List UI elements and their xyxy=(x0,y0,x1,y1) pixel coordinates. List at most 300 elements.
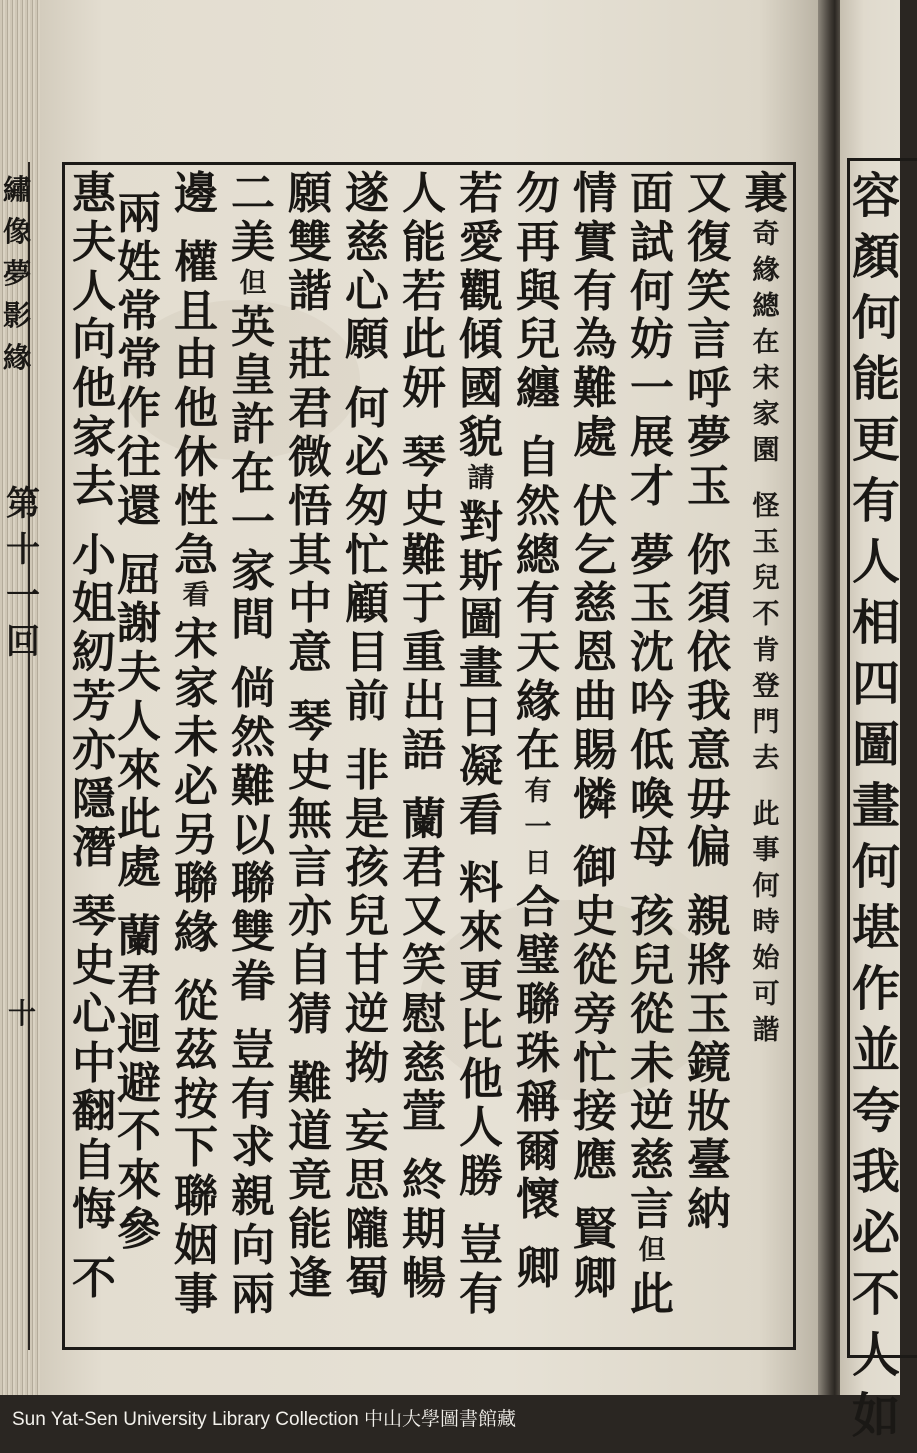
verse-glyph: 璧 xyxy=(516,930,560,982)
glyph: 畫 xyxy=(852,778,901,834)
verse-glyph: 求 xyxy=(231,1122,275,1174)
verse-glyph: 眷 xyxy=(231,955,275,1007)
glyph: 人 xyxy=(852,534,901,590)
verse-glyph: 此 xyxy=(402,314,446,366)
verse-glyph: 悔 xyxy=(72,1183,116,1235)
verse-glyph: 吟 xyxy=(630,675,674,727)
verse-glyph: 妨 xyxy=(630,314,674,366)
library-credit-caption: Sun Yat-Sen University Library Collection 中山大學圖書館藏 xyxy=(12,1409,517,1430)
verse-glyph: 傾 xyxy=(459,314,503,366)
verse-glyph: 來 xyxy=(459,907,503,959)
verse-glyph: 乞 xyxy=(573,529,617,581)
annotation-glyph: 緣 xyxy=(752,254,780,286)
verse-glyph: 還 xyxy=(117,480,161,532)
verse-glyph: 在 xyxy=(231,447,275,499)
verse-glyph: 鏡 xyxy=(687,1037,731,1089)
verse-glyph: 總 xyxy=(516,529,560,581)
verse-glyph: 聯 xyxy=(516,979,560,1031)
verse-glyph: 若 xyxy=(459,168,503,219)
verse-glyph: 常 xyxy=(117,285,161,337)
verse-glyph: 屈 xyxy=(117,549,161,601)
verse-glyph: 蘭 xyxy=(402,793,446,845)
next-page-column xyxy=(852,168,901,1453)
verse-glyph: 微 xyxy=(288,431,332,483)
verse-glyph: 兩 xyxy=(117,188,161,239)
verse-glyph: 家 xyxy=(72,411,116,463)
verse-glyph: 必 xyxy=(174,760,218,812)
glyph: 緣 xyxy=(3,341,32,374)
verse-glyph: 不 xyxy=(72,1252,116,1304)
verse-glyph: 姓 xyxy=(117,236,161,288)
verse-glyph: 猜 xyxy=(288,988,332,1040)
verse-glyph: 慈 xyxy=(402,1037,446,1089)
verse-glyph: 許 xyxy=(231,399,275,451)
verse-glyph: 裏 xyxy=(744,168,788,219)
verse-glyph: 孩 xyxy=(345,842,389,894)
verse-glyph: 再 xyxy=(516,216,560,268)
annotation-glyph: 兒 xyxy=(752,562,780,594)
annotation-glyph: 宋 xyxy=(752,362,780,394)
verse-glyph: 常 xyxy=(117,334,161,386)
verse-glyph: 納 xyxy=(687,1183,731,1235)
verse-glyph: 蘭 xyxy=(117,911,161,963)
verse-glyph: 愛 xyxy=(459,216,503,268)
verse-glyph: 不 xyxy=(117,1106,161,1158)
glyph: 人 xyxy=(852,1327,901,1383)
verse-glyph: 人 xyxy=(72,265,116,317)
verse-glyph: 笑 xyxy=(402,939,446,991)
verse-glyph: 處 xyxy=(573,411,617,463)
verse-glyph: 我 xyxy=(687,675,731,727)
verse-glyph: 惠 xyxy=(72,168,116,219)
verse-glyph: 有 xyxy=(231,1073,275,1125)
glyph: 相 xyxy=(852,595,901,651)
verse-glyph: 呼 xyxy=(687,363,731,415)
annotation-glyph: 但 xyxy=(239,267,267,299)
verse-glyph: 依 xyxy=(687,627,731,679)
verse-glyph: 伏 xyxy=(573,480,617,532)
verse-glyph: 言 xyxy=(630,1183,674,1235)
verse-glyph: 兒 xyxy=(630,939,674,991)
verse-glyph: 能 xyxy=(288,1203,332,1255)
verse-glyph: 低 xyxy=(630,724,674,776)
verse-glyph: 自 xyxy=(288,939,332,991)
annotation-glyph: 有 xyxy=(524,775,552,807)
verse-glyph: 隱 xyxy=(72,773,116,825)
verse-glyph: 母 xyxy=(630,822,674,874)
verse-glyph: 他 xyxy=(459,1053,503,1105)
verse-glyph: 雙 xyxy=(288,216,332,268)
verse-glyph: 潛 xyxy=(72,822,116,874)
verse-glyph: 凝 xyxy=(459,740,503,792)
verse-glyph: 出 xyxy=(402,675,446,727)
verse-glyph: 難 xyxy=(402,529,446,581)
verse-glyph: 臺 xyxy=(687,1135,731,1187)
verse-glyph: 聯 xyxy=(174,858,218,910)
annotation-glyph: 可 xyxy=(752,978,780,1010)
text-column-9 xyxy=(284,168,336,1344)
verse-glyph: 莊 xyxy=(288,334,332,386)
verse-glyph: 逆 xyxy=(345,988,389,1040)
verse-glyph: 夫 xyxy=(117,647,161,699)
annotation-glyph: 看 xyxy=(182,580,210,612)
verse-glyph: 兒 xyxy=(516,314,560,366)
verse-glyph: 暢 xyxy=(402,1252,446,1304)
text-column-11 xyxy=(170,168,222,1344)
annotation-glyph: 在 xyxy=(752,326,780,358)
verse-glyph: 此 xyxy=(630,1268,674,1320)
verse-glyph: 偏 xyxy=(687,822,731,874)
verse-glyph: 以 xyxy=(231,809,275,861)
glyph: 有 xyxy=(852,473,901,529)
verse-glyph: 豈 xyxy=(231,1024,275,1076)
verse-glyph: 實 xyxy=(573,216,617,268)
annotation-glyph: 奇 xyxy=(752,218,780,250)
text-column-8 xyxy=(341,168,393,1344)
verse-glyph: 忙 xyxy=(573,1037,617,1089)
verse-glyph: 目 xyxy=(345,627,389,679)
verse-glyph: 悟 xyxy=(288,480,332,532)
verse-glyph: 來 xyxy=(117,744,161,796)
verse-glyph: 君 xyxy=(402,842,446,894)
verse-glyph: 憐 xyxy=(573,773,617,825)
verse-glyph: 遂 xyxy=(345,168,389,219)
verse-glyph: 且 xyxy=(174,285,218,337)
text-column-1 xyxy=(740,168,792,1344)
text-column-4 xyxy=(569,168,621,1344)
verse-glyph: 與 xyxy=(516,265,560,317)
folio-page-number xyxy=(8,997,37,1030)
verse-glyph: 史 xyxy=(72,939,116,991)
glyph: 如 xyxy=(852,1388,901,1444)
verse-glyph: 君 xyxy=(117,959,161,1011)
verse-glyph: 琴 xyxy=(402,431,446,483)
verse-glyph: 琴 xyxy=(72,891,116,943)
verse-glyph: 其 xyxy=(288,529,332,581)
verse-glyph: 面 xyxy=(630,168,674,219)
verse-glyph: 中 xyxy=(288,578,332,630)
glyph: 像 xyxy=(3,215,32,248)
verse-glyph: 自 xyxy=(516,431,560,483)
text-column-5 xyxy=(512,168,564,1344)
verse-glyph: 為 xyxy=(573,314,617,366)
verse-glyph: 料 xyxy=(459,858,503,910)
verse-glyph: 間 xyxy=(231,594,275,646)
verse-glyph: 願 xyxy=(345,314,389,366)
verse-glyph: 難 xyxy=(573,363,617,415)
verse-glyph: 從 xyxy=(573,939,617,991)
verse-glyph: 慈 xyxy=(573,578,617,630)
verse-glyph: 國 xyxy=(459,363,503,415)
verse-glyph: 曲 xyxy=(573,675,617,727)
verse-glyph: 有 xyxy=(573,265,617,317)
verse-glyph: 須 xyxy=(687,578,731,630)
verse-glyph: 拗 xyxy=(345,1037,389,1089)
verse-glyph: 聯 xyxy=(174,1171,218,1223)
annotation-glyph: 去 xyxy=(752,742,780,774)
verse-glyph: 你 xyxy=(687,529,731,581)
verse-glyph: 對 xyxy=(459,496,503,548)
verse-glyph: 爾 xyxy=(516,1125,560,1177)
verse-glyph: 何 xyxy=(345,383,389,435)
verse-glyph: 沈 xyxy=(630,627,674,679)
verse-glyph: 亦 xyxy=(72,724,116,776)
glyph: 能 xyxy=(852,351,901,407)
verse-glyph: 一 xyxy=(630,363,674,415)
glyph: 十 xyxy=(8,997,37,1030)
verse-glyph: 兩 xyxy=(231,1268,275,1320)
verse-glyph: 有 xyxy=(516,578,560,630)
glyph: 圖 xyxy=(852,717,901,773)
text-column-10 xyxy=(227,168,279,1344)
verse-glyph: 自 xyxy=(72,1135,116,1187)
verse-glyph: 玉 xyxy=(687,460,731,512)
verse-glyph: 稱 xyxy=(516,1076,560,1128)
verse-glyph: 將 xyxy=(687,939,731,991)
verse-glyph: 甘 xyxy=(345,939,389,991)
verse-glyph: 前 xyxy=(345,675,389,727)
verse-glyph: 難 xyxy=(231,760,275,812)
verse-glyph: 接 xyxy=(573,1086,617,1138)
verse-glyph: 玉 xyxy=(630,578,674,630)
verse-glyph: 從 xyxy=(630,988,674,1040)
verse-glyph: 道 xyxy=(288,1106,332,1158)
verse-glyph: 難 xyxy=(288,1057,332,1109)
verse-glyph: 纏 xyxy=(516,363,560,415)
verse-glyph: 有 xyxy=(459,1268,503,1320)
verse-glyph: 二 xyxy=(231,168,275,219)
verse-glyph: 性 xyxy=(174,480,218,532)
verse-glyph: 從 xyxy=(174,975,218,1027)
verse-glyph: 終 xyxy=(402,1155,446,1207)
verse-glyph: 事 xyxy=(174,1268,218,1320)
annotation-glyph: 總 xyxy=(752,290,780,322)
verse-glyph: 無 xyxy=(288,793,332,845)
verse-glyph: 懷 xyxy=(516,1174,560,1226)
verse-glyph: 試 xyxy=(630,216,674,268)
verse-glyph: 妄 xyxy=(345,1106,389,1158)
verse-glyph: 願 xyxy=(288,168,332,219)
verse-glyph: 日 xyxy=(459,691,503,743)
verse-glyph: 毋 xyxy=(687,773,731,825)
verse-glyph: 芳 xyxy=(72,675,116,727)
verse-glyph: 心 xyxy=(72,988,116,1040)
verse-glyph: 慈 xyxy=(345,216,389,268)
annotation-glyph: 不 xyxy=(752,598,780,630)
verse-glyph: 于 xyxy=(402,578,446,630)
verse-glyph: 迴 xyxy=(117,1008,161,1060)
verse-glyph: 萱 xyxy=(402,1086,446,1138)
verse-glyph: 復 xyxy=(687,216,731,268)
verse-glyph: 心 xyxy=(345,265,389,317)
verse-glyph: 謝 xyxy=(117,598,161,650)
annotation-glyph: 時 xyxy=(752,906,780,938)
verse-glyph: 皇 xyxy=(231,350,275,402)
verse-glyph: 逆 xyxy=(630,1086,674,1138)
verse-glyph: 緣 xyxy=(174,907,218,959)
verse-glyph: 親 xyxy=(687,891,731,943)
verse-glyph: 作 xyxy=(117,383,161,435)
verse-glyph: 聯 xyxy=(231,858,275,910)
verse-glyph: 史 xyxy=(573,891,617,943)
verse-glyph: 情 xyxy=(573,168,617,219)
verse-glyph: 更 xyxy=(459,955,503,1007)
verse-glyph: 若 xyxy=(402,265,446,317)
verse-glyph: 隴 xyxy=(345,1203,389,1255)
annotation-glyph: 門 xyxy=(752,706,780,738)
verse-glyph: 小 xyxy=(72,529,116,581)
verse-glyph: 參 xyxy=(117,1203,161,1255)
verse-glyph: 君 xyxy=(288,383,332,435)
verse-glyph: 恩 xyxy=(573,627,617,679)
verse-glyph: 珠 xyxy=(516,1027,560,1079)
verse-glyph: 斯 xyxy=(459,545,503,597)
glyph: 夢 xyxy=(3,257,32,290)
verse-glyph: 處 xyxy=(117,842,161,894)
verse-glyph: 然 xyxy=(231,711,275,763)
verse-glyph: 史 xyxy=(288,744,332,796)
verse-glyph: 語 xyxy=(402,724,446,776)
glyph: 回 xyxy=(6,622,40,662)
text-column-12 xyxy=(113,172,165,1344)
verse-glyph: 邊 xyxy=(174,168,218,219)
verse-glyph: 逢 xyxy=(288,1252,332,1304)
glyph: 作 xyxy=(852,961,901,1017)
glyph: 不 xyxy=(852,1266,901,1322)
verse-glyph: 另 xyxy=(174,809,218,861)
verse-glyph: 孩 xyxy=(630,891,674,943)
glyph: 第 xyxy=(6,484,40,524)
verse-glyph: 史 xyxy=(402,480,446,532)
verse-glyph: 言 xyxy=(288,842,332,894)
verse-glyph: 卿 xyxy=(573,1252,617,1304)
verse-glyph: 又 xyxy=(402,891,446,943)
verse-glyph: 思 xyxy=(345,1155,389,1207)
verse-glyph: 緣 xyxy=(516,675,560,727)
verse-glyph: 觀 xyxy=(459,265,503,317)
verse-glyph: 是 xyxy=(345,793,389,845)
verse-glyph: 喚 xyxy=(630,773,674,825)
text-column-6 xyxy=(455,168,507,1344)
verse-glyph: 何 xyxy=(630,265,674,317)
verse-glyph: 家 xyxy=(231,545,275,597)
folio-chapter-number xyxy=(6,484,40,671)
glyph: 繡 xyxy=(3,173,32,206)
verse-glyph: 人 xyxy=(117,695,161,747)
text-column-2 xyxy=(683,168,735,1344)
glyph: 何 xyxy=(852,290,901,346)
verse-glyph: 兒 xyxy=(345,891,389,943)
verse-glyph: 妝 xyxy=(687,1086,731,1138)
annotation-glyph: 此 xyxy=(752,798,780,830)
verse-glyph: 夢 xyxy=(687,411,731,463)
verse-glyph: 倘 xyxy=(231,663,275,715)
verse-glyph: 下 xyxy=(174,1122,218,1174)
annotation-glyph: 但 xyxy=(638,1234,666,1266)
verse-glyph: 未 xyxy=(174,711,218,763)
glyph: 四 xyxy=(852,656,901,712)
verse-glyph: 匆 xyxy=(345,480,389,532)
verse-glyph: 笑 xyxy=(687,265,731,317)
verse-glyph: 向 xyxy=(72,314,116,366)
folio-book-title xyxy=(3,173,32,386)
verse-glyph: 天 xyxy=(516,627,560,679)
verse-glyph: 夢 xyxy=(630,529,674,581)
annotation-glyph: 日 xyxy=(524,847,552,879)
verse-glyph: 翻 xyxy=(72,1086,116,1138)
glyph: 一 xyxy=(6,576,40,616)
verse-glyph: 旁 xyxy=(573,988,617,1040)
verse-glyph: 玉 xyxy=(687,988,731,1040)
verse-glyph: 親 xyxy=(231,1171,275,1223)
verse-glyph: 紉 xyxy=(72,627,116,679)
verse-glyph: 合 xyxy=(516,881,560,933)
verse-glyph: 慰 xyxy=(402,988,446,1040)
verse-glyph: 必 xyxy=(345,431,389,483)
verse-glyph: 比 xyxy=(459,1004,503,1056)
verse-glyph: 勝 xyxy=(459,1151,503,1203)
verse-glyph: 一 xyxy=(231,496,275,548)
verse-glyph: 夫 xyxy=(72,216,116,268)
annotation-glyph: 諧 xyxy=(752,1014,780,1046)
verse-glyph: 卿 xyxy=(516,1243,560,1295)
verse-glyph: 意 xyxy=(288,627,332,679)
annotation-glyph: 何 xyxy=(752,870,780,902)
verse-glyph: 美 xyxy=(231,216,275,268)
verse-glyph: 他 xyxy=(174,383,218,435)
verse-glyph: 能 xyxy=(402,216,446,268)
text-column-3 xyxy=(626,168,678,1344)
glyph: 我 xyxy=(852,1144,901,1200)
verse-glyph: 忙 xyxy=(345,529,389,581)
annotation-glyph: 園 xyxy=(752,434,780,466)
glyph: 必 xyxy=(852,1205,901,1261)
verse-glyph: 勿 xyxy=(516,168,560,219)
verse-glyph: 賢 xyxy=(573,1203,617,1255)
annotation-glyph: 始 xyxy=(752,942,780,974)
verse-glyph: 亦 xyxy=(288,891,332,943)
verse-glyph: 未 xyxy=(630,1037,674,1089)
glyph: 夸 xyxy=(852,1083,901,1139)
annotation-glyph: 事 xyxy=(752,834,780,866)
annotation-glyph: 家 xyxy=(752,398,780,430)
verse-glyph: 中 xyxy=(72,1037,116,1089)
verse-glyph: 才 xyxy=(630,460,674,512)
verse-glyph: 竟 xyxy=(288,1155,332,1207)
verse-glyph: 來 xyxy=(117,1155,161,1207)
glyph: 堪 xyxy=(852,900,901,956)
verse-glyph: 避 xyxy=(117,1057,161,1109)
verse-glyph: 圖 xyxy=(459,594,503,646)
verse-glyph: 宋 xyxy=(174,614,218,666)
glyph: 十 xyxy=(6,530,40,570)
verse-glyph: 在 xyxy=(516,724,560,776)
verse-glyph: 諧 xyxy=(288,265,332,317)
verse-glyph: 非 xyxy=(345,744,389,796)
verse-glyph: 言 xyxy=(687,314,731,366)
text-column-13 xyxy=(68,168,120,1344)
annotation-glyph: 登 xyxy=(752,670,780,702)
verse-glyph: 展 xyxy=(630,411,674,463)
verse-glyph: 按 xyxy=(174,1073,218,1125)
glyph: 顏 xyxy=(852,229,901,285)
verse-glyph: 休 xyxy=(174,431,218,483)
verse-glyph: 意 xyxy=(687,724,731,776)
verse-glyph: 家 xyxy=(174,663,218,715)
verse-glyph: 貌 xyxy=(459,411,503,463)
verse-glyph: 應 xyxy=(573,1135,617,1187)
verse-glyph: 往 xyxy=(117,431,161,483)
